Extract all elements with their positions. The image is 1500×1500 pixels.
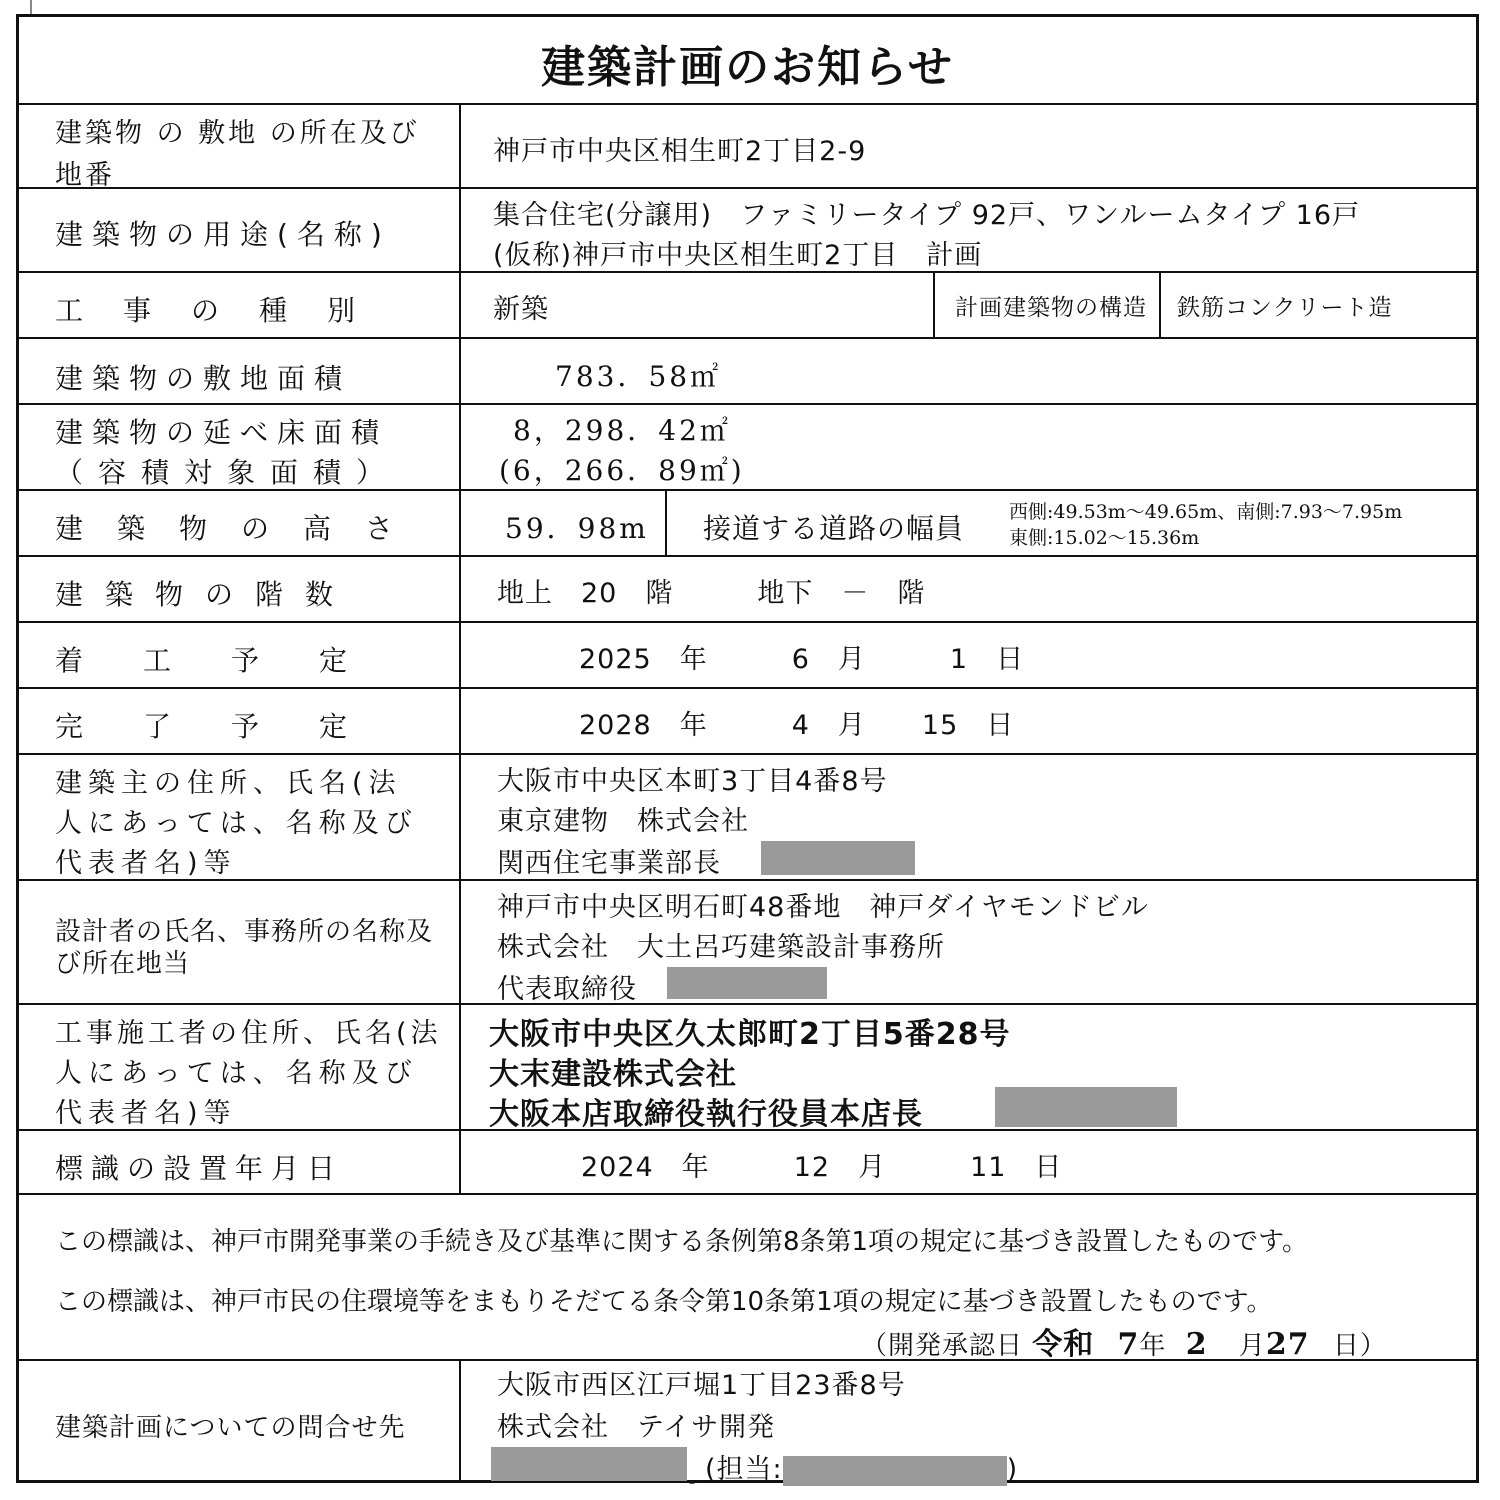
redaction-block: [667, 967, 827, 999]
posted-date-label: 標識の設置年月日: [55, 1152, 344, 1185]
designer-address: 神戸市中央区明石町48番地 神戸ダイヤモンドビル: [497, 892, 1149, 923]
approval-month: 2: [1185, 1327, 1208, 1362]
owner-company: 東京建物 株式会社: [497, 806, 749, 837]
column-divider: [665, 489, 667, 555]
row-divider: [19, 621, 1476, 623]
floors-label: 建築物の階数: [55, 578, 356, 611]
site-value: 神戸市中央区相生町2丁目2-9: [493, 136, 867, 167]
contact-company: 株式会社 テイサ開発: [497, 1412, 776, 1443]
site-label-line2: 地番: [55, 160, 115, 191]
redaction-block: [783, 1456, 1007, 1486]
posted-date-value: 2024 年 12 月 11 日: [581, 1152, 1063, 1183]
road-width-value: 西側:49.53m〜49.65m、南側:7.93〜7.95m: [1009, 501, 1403, 523]
contact-label: 建築計画についての問合せ先: [55, 1413, 406, 1443]
work-type-value: 新築: [493, 294, 549, 325]
legal-note-1: この標識は、神戸市開発事業の手続き及び基準に関する条例第8条第1項の規定に基づき設置したものです。: [55, 1227, 1309, 1257]
row-divider: [19, 187, 1476, 189]
start-value: 2025 年 6 月 1 日: [579, 644, 1025, 675]
row-divider: [19, 687, 1476, 689]
row-divider: [19, 103, 1476, 105]
site-area-value: 783．58㎡: [555, 360, 722, 393]
work-type-label: 工事の種別: [55, 294, 396, 327]
contact-person: [705, 1447, 1018, 1486]
approval-month-unit: 月: [1238, 1331, 1266, 1361]
owner-label: 建築主の住所、氏名(法: [55, 768, 402, 799]
row-divider: [19, 1193, 1476, 1195]
contact-address: 大阪市西区江戸堀1丁目23番8号: [497, 1370, 906, 1401]
use-label: 建築物の用途(名称): [55, 218, 391, 251]
floor-area-label-line2: （容積対象面積）: [55, 456, 400, 489]
designer-company: 株式会社 大土呂巧建築設計事務所: [497, 932, 945, 963]
column-divider: [933, 271, 935, 337]
finish-value: 2028 年 4 月 15 日: [579, 710, 1015, 741]
floors-value: 地上 20 階 地下 － 階: [497, 578, 926, 609]
row-divider: [19, 555, 1476, 557]
structure-value: 鉄筋コンクリート造: [1177, 295, 1393, 321]
redaction-block: [491, 1447, 687, 1481]
height-value: 59．98m: [505, 512, 649, 545]
road-width-value-line2: 東側:15.02〜15.36m: [1009, 527, 1200, 549]
row-divider: [19, 337, 1476, 339]
approval-prefix: （開発承認日: [861, 1331, 1024, 1361]
finish-label: 完了予定: [55, 710, 408, 743]
floor-area-value: 8，298．42㎡: [513, 414, 731, 447]
row-divider: [19, 1003, 1476, 1005]
contact-person-suffix: ): [1006, 1454, 1019, 1485]
column-divider: [459, 1359, 461, 1483]
road-width-label: 接道する道路の幅員: [703, 512, 965, 545]
owner-label-line3: 代表者名)等: [55, 848, 237, 879]
row-divider: [19, 403, 1476, 405]
use-value-line2: (仮称)神戸市中央区相生町2丁目 計画: [493, 240, 983, 271]
approval-era: 令和: [1032, 1327, 1095, 1362]
column-divider: [1159, 271, 1161, 337]
floor-area-label: 建築物の延べ床面積: [55, 416, 389, 449]
row-divider: [19, 879, 1476, 881]
start-label: 着工予定: [55, 644, 408, 677]
redaction-block: [761, 841, 915, 875]
owner-label-line2: 人にあっては、名称及び: [55, 808, 418, 839]
site-label: 建築物 の 敷地 の所在及び: [55, 118, 420, 149]
contact-person-prefix: (担当:: [705, 1454, 783, 1485]
designer-representative: 代表取締役: [497, 974, 637, 1005]
builder-representative: 大阪本店取締役執行役員本店長: [489, 1097, 923, 1132]
page-title: 建築計画のお知らせ: [541, 42, 954, 93]
designer-label-line2: び所在地当: [55, 949, 191, 979]
use-value: 集合住宅(分譲用) ファミリータイプ 92戸、ワンルームタイプ 16戸: [493, 200, 1361, 231]
approval-year-unit: 年: [1139, 1331, 1167, 1361]
builder-label-line3: 代表者名)等: [55, 1098, 237, 1129]
builder-label-line2: 人にあっては、名称及び: [55, 1058, 418, 1089]
builder-address: 大阪市中央区久太郎町2丁目5番28号: [489, 1017, 1011, 1052]
approval-suffix: 日）: [1332, 1331, 1387, 1361]
floor-area-capacity-value: (6，266．89㎡): [499, 454, 745, 487]
column-divider: [459, 103, 461, 1193]
site-area-label: 建築物の敷地面積: [55, 362, 352, 395]
owner-representative: 関西住宅事業部長: [497, 848, 721, 879]
approval-day: 27: [1265, 1327, 1310, 1362]
designer-label: 設計者の氏名、事務所の名称及: [55, 917, 434, 947]
height-label: 建築物の高さ: [55, 512, 428, 545]
owner-address: 大阪市中央区本町3丁目4番8号: [497, 766, 888, 797]
approval-year: 7: [1117, 1327, 1140, 1362]
redaction-block: [995, 1087, 1177, 1127]
approval-date: [861, 1319, 1387, 1363]
notice-board: [16, 14, 1479, 1483]
legal-note-2: この標識は、神戸市民の住環境等をまもりそだてる条令第10条第1項の規定に基づき設置したものです。: [55, 1287, 1273, 1317]
builder-company: 大末建設株式会社: [489, 1057, 737, 1092]
row-divider: [19, 753, 1476, 755]
structure-label: 計画建築物の構造: [955, 295, 1147, 321]
builder-label: 工事施工者の住所、氏名(法: [55, 1018, 442, 1049]
